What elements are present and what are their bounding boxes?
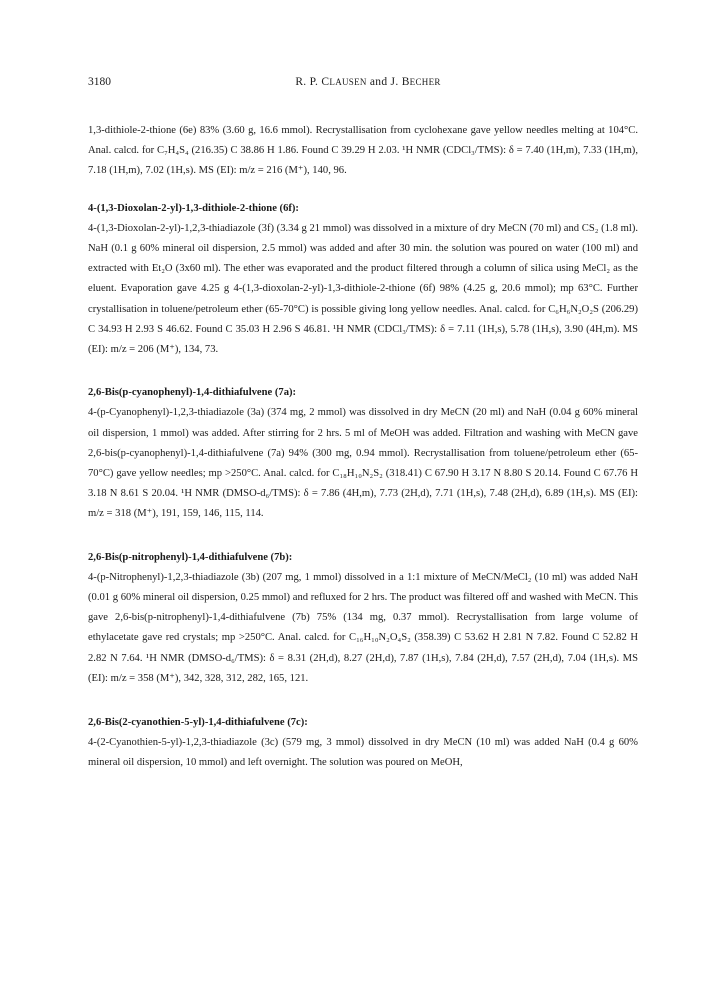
- paragraph-7b: 4-(p-Nitrophenyl)-1,2,3-thiadiazole (3b) (207 mg, 1 mmol) dissolved in a 1:1 mixture of MeCN/MeCl₂ (10 ml) was added NaH (0.01 g 60% mineral oil dispersion, 0.25 mmol) and refluxed for 2 hrs. The product was filtered off and washed with MeCN. This gave 2,6-bis(p-nitrophenyl)-1,4-dithiafulvene (7b) 75% (134 mg, 0.37 mmol). Recrystallisation from large volume of ethylacetate gave red crystals; mp >250°C. Anal. calcd. for C₁₆H₁₀N₂O₄S₂ (358.39) C 53.62 H 2.81 N 7.82. Found C 52.82 H 2.82 N 7.64. ¹H NMR (DMSO-d₆/TMS): δ = 8.31 (2H,d), 8.27 (2H,d), 7.87 (1H,s), 7.84 (2H,d), 7.57 (2H,d), 7.04 (1H,s). MS (EI): m/z = 358 (M⁺), 342, 328, 312, 282, 165, 121.: [88, 571, 638, 684]
- author-b-surname-rest: ECHER: [409, 77, 441, 87]
- section-title-7a: 2,6-Bis(p-cyanophenyl)-1,4-dithiafulvene (7a):: [88, 387, 297, 399]
- author-a-surname-rest: LAUSEN: [329, 77, 367, 87]
- section-title-7b: 2,6-Bis(p-nitrophenyl)-1,4-dithiafulvene (7b):: [88, 551, 293, 563]
- section-title-7c: 2,6-Bis(2-cyanothien-5-yl)-1,4-dithiafulvene (7c):: [88, 717, 308, 729]
- author-a-initials: R. P.: [295, 76, 322, 88]
- paragraph-7c: 4-(2-Cyanothien-5-yl)-1,2,3-thiadiazole (3c) (579 mg, 3 mmol) dissolved in dry MeCN (10 ml) was added NaH (0.4 g 60% mineral oil dispersion, 10 mmol) and left overnight. The solution was poured on MeOH,: [88, 737, 638, 769]
- paragraph-6e-continued: 1,3-dithiole-2-thione (6e) 83% (3.60 g, 16.6 mmol). Recrystallisation from cyclohexane gave yellow needles melting at 104°C. Anal. calcd. for C₇H₄S₄ (216.35) C 38.86 H 1.86. Found C 39.29 H 2.03. ¹H NMR (CDCl₃/TMS): δ = 7.40 (1H,m), 7.33 (1H,m), 7.18 (1H,m), 7.02 (1H,s). MS (EI): m/z = 216 (M⁺), 140, 96.: [88, 125, 638, 177]
- author-a-surname-initial: C: [321, 76, 330, 88]
- author-b-surname-initial: B: [401, 76, 410, 88]
- author-join: and J.: [366, 76, 402, 88]
- section-title-6f: 4-(1,3-Dioxolan-2-yl)-1,3-dithiole-2-thione (6f):: [88, 202, 299, 214]
- page-number: 3180: [88, 76, 111, 88]
- running-head-authors: [88, 74, 648, 90]
- paragraph-7a: 4-(p-Cyanophenyl)-1,2,3-thiadiazole (3a) (374 mg, 2 mmol) was dissolved in dry MeCN (20 ml) and NaH (0.04 g 60% mineral oil dispersion, 1 mmol) was added. After stirring for 2 hrs. 5 ml of MeOH was added. Filtration and washing with MeCN gave 2,6-bis(p-cyanophenyl)-1,4-dithiafulvene (7a) 94% (300 mg, 0.94 mmol). Recrystallisation from toluene/petroleum ether (65-70°C) gave yellow needles; mp >250°C. Anal. calcd. for C₁₈H₁₀N₂S₂ (318.41) C 67.90 H 3.17 N 8.80 S 20.14. Found C 67.76 H 3.18 N 8.61 S 20.04. ¹H NMR (DMSO-d₆/TMS): δ = 7.86 (4H,m), 7.73 (2H,d), 7.71 (1H,s), 7.48 (2H,d), 6.89 (1H,s). MS (EI): m/z = 318 (M⁺), 191, 159, 146, 115, 114.: [88, 407, 638, 520]
- paragraph-6f: 4-(1,3-Dioxolan-2-yl)-1,2,3-thiadiazole (3f) (3.34 g 21 mmol) was dissolved in a mixture of dry MeCN (70 ml) and CS₂ (1.8 ml). NaH (0.1 g 60% mineral oil dispersion, 2.5 mmol) was added and after 30 min. the solution was poured on water (100 ml) and extracted with Et₂O (3x60 ml). The ether was evaporated and the product filtered through a column of silica using MeCl₂ as the eluent. Evaporation gave 4.25 g 4-(1,3-dioxolan-2-yl)-1,3-dithiole-2-thione (6f) 98% (4.25 g, 20.6 mmol); mp 63°C. Further crystallisation in toluene/petroleum ether (65-70°C) is possible giving long yellow needles. Anal. calcd. for C₆H₆N₂O₂S (206.29) C 34.93 H 2.93 S 46.62. Found C 35.03 H 2.96 S 46.81. ¹H NMR (CDCl₃/TMS): δ = 7.11 (1H,s), 5.78 (1H,s), 3.90 (4H,m). MS (EI): m/z = 206 (M⁺), 134, 73.: [88, 222, 638, 356]
- main-text: [88, 121, 638, 774]
- page-header: [88, 74, 648, 90]
